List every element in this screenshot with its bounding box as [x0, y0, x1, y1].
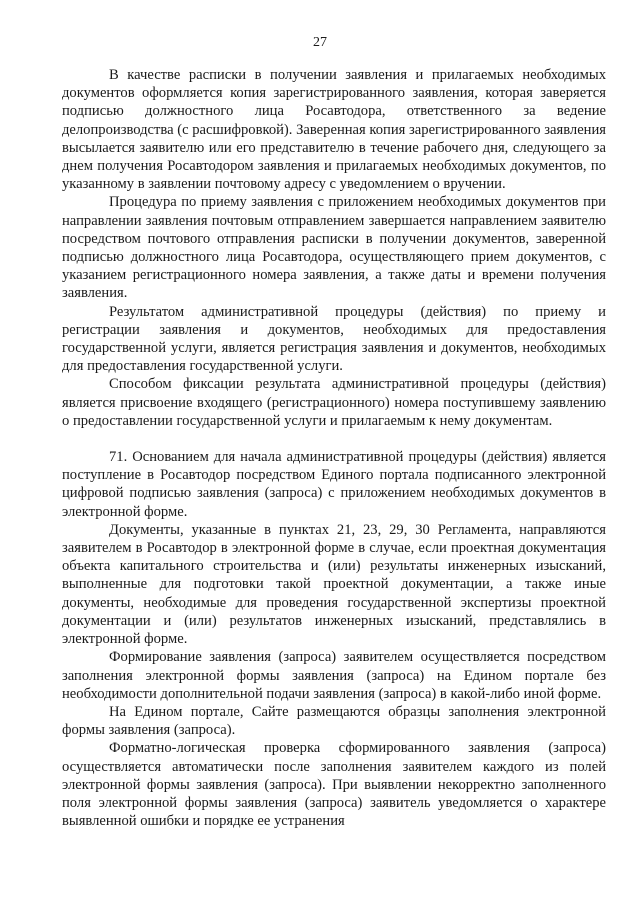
- paragraph-receipt-copy: В качестве расписки в получении заявления и прилагаемых необходимых документов оформляется копия зарегистрированного заявления, которая заверяется подписью должностного лица Росавтодора, ответственного за ведение делопроизводства (с расшифровкой). Заверенная копия зарегистрированного заявления высылается заявителю или его представителю в течение рабочего дня, следующего за днем получения Росавтодором заявления и прилагаемых необходимых документов, по указанному в заявлении почтовому адресу с уведомлением о вручении.: [62, 67, 606, 193]
- page-number: 27: [313, 35, 327, 50]
- paragraph-result-fixation: Способом фиксации результата административной процедуры (действия) является присвоение входящего (регистрационного) номера поступившему заявлению о предоставлении государственной услуги и прилагаемым к нему документам.: [62, 376, 606, 429]
- paragraph-form-samples: На Едином портале, Сайте размещаются образцы заполнения электронной формы заявления (запроса).: [62, 703, 606, 739]
- paragraph-format-check: Форматно-логическая проверка сформированного заявления (запроса) осуществляется автоматически после заполнения заявителем каждого из полей электронной формы заявления (запроса). При выявлении некорректно заполненного поля электронной формы заявления (запроса) заявитель уведомляется о характере выявленной ошибки и порядке ее устранения: [62, 740, 606, 830]
- paragraph-electronic-documents: Документы, указанные в пунктах 21, 23, 29, 30 Регламента, направляются заявителем в Росавтодор в электронной форме в случае, если проектная документация объекта капитального строительства и (или) результаты инженерных изысканий, выполненные для подготовки такой проектной документации, а также иные документы, необходимые для проведения государственной экспертизы проектной документации и (или) результатов инженерных изысканий, представлялись в электронной форме.: [62, 521, 606, 648]
- paragraph-section-71: 71. Основанием для начала административной процедуры (действия) является поступление в Росавтодор посредством Единого портала подписанного электронной цифровой подписью заявления (запроса) с приложением необходимых документов в электронной форме.: [62, 449, 606, 520]
- paragraph-form-filling: Формирование заявления (запроса) заявителем осуществляется посредством заполнения электронной формы заявления (запроса) на Едином портале без необходимости дополнительной подачи заявления (запроса) в какой-либо иной форме.: [62, 649, 606, 702]
- document-body: [62, 66, 606, 830]
- paragraph-procedure-result: Результатом административной процедуры (действия) по приему и регистрации заявления и документов, необходимых для предоставления государственной услуги, является регистрация заявления и документов, необходимых для предоставления государственной услуги.: [62, 303, 606, 375]
- paragraph-postal-procedure: Процедура по приему заявления с приложением необходимых документов при направлении заявления почтовым отправлением завершается направлением заявителю посредством почтового отправления расписки в получении документов, заверенной подписью должностного лица Росавтодора, осуществляющего прием документов, с указанием регистрационного номера заявления, а также даты и времени получения заявления.: [62, 194, 606, 302]
